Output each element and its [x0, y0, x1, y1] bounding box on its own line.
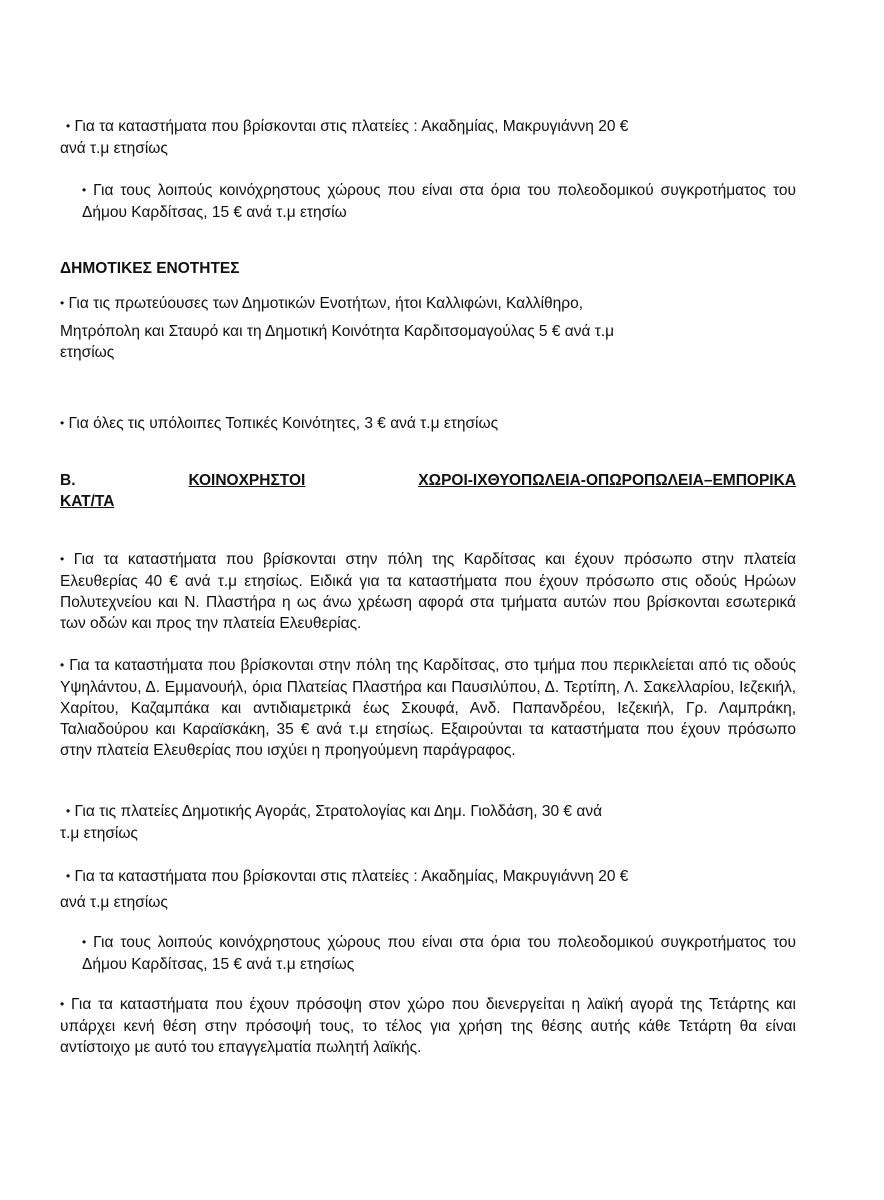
text: Για τους λοιπούς κοινόχρηστους χώρους που είναι στα όρια του πολεοδομικού συγκροτήματος του Δήμου Καρδίτσας, 15 € ανά τ.μ ετησίως	[82, 934, 796, 973]
paragraph-academy-squares-b	[60, 866, 796, 913]
heading-municipal-units: ΔΗΜΟΤΙΚΕΣ ΕΝΟΤΗΤΕΣ	[60, 260, 240, 277]
heading-letter: Β.	[60, 472, 76, 489]
text-line: Για τα καταστήματα που βρίσκονται στις πλατείες : Ακαδημίας, Μακρυγιάννη 20 €	[74, 868, 629, 885]
paragraph-other-common-spaces-b	[60, 932, 796, 975]
text: Για τα καταστήματα που βρίσκονται στην πόλη της Καρδίτσας, στο τμήμα που περικλείεται από τις οδούς Υψηλάντου, Δ. Εμμανουήλ, όρια Πλατείας Πλαστήρα και Παυσιλύπου, Δ. Τερτίπη, Λ. Σακελλαρίου, Ιεζεκιήλ, Χαρίτου, Καζαμπάκα και αντιδιαμετρικά έως Σκουφά, Ανδ. Παπανδρέου, Ιεζεκιήλ, Γρ. Λαμπράκη, Ταλιαδούρου και Καραϊσκάκη, 35 € ανά τ.μ ετησίως. Εξαιρούνται τα καταστήματα που έχουν πρόσωπο στην πλατεία Ελευθερίας που ισχύει η προηγούμενη παράγραφος.	[60, 657, 796, 759]
heading-line: ΚΑΤ/ΤΑ	[60, 493, 115, 510]
text-line: Για τα καταστήματα που βρίσκονται στις πλατείες : Ακαδημίας, Μακρυγιάννη 20 €	[74, 118, 629, 135]
bullet: •	[66, 869, 71, 883]
heading-word: ΚΟΙΝΟΧΡΗΣΤΟΙ	[188, 472, 306, 489]
paragraph-academy-squares	[60, 116, 796, 159]
paragraph-city-zone	[60, 655, 796, 761]
text: Για τα καταστήματα που βρίσκονται στην πόλη της Καρδίτσας και έχουν πρόσωπο στην πλατεία Ελευθερίας 40 € ανά τ.μ ετησίως. Ειδικά για τα καταστήματα που έχουν πρόσωπο στις οδούς Ηρώων Πολυτεχνείου και Ν. Πλαστήρα η ως άνω χρέωση αφορά στα τμήματα αυτών που βρίσκονται εσωτερικά των οδών και προς την πλατεία Ελευθερίας.	[60, 551, 796, 632]
text: Για όλες τις υπόλοιπες Τοπικές Κοινότητες, 3 € ανά τ.μ ετησίως	[68, 415, 499, 432]
heading-word: ΧΩΡΟΙ-ΙΧΘΥΟΠΩΛΕΙΑ-ΟΠΩΡΟΠΩΛΕΙΑ–ΕΜΠΟΡΙΚΑ	[418, 472, 796, 489]
paragraph-other-common-spaces	[60, 180, 796, 223]
bullet: •	[66, 119, 71, 133]
bullet: •	[60, 296, 65, 310]
bullet: •	[60, 552, 65, 566]
paragraph-municipal-capitals	[60, 293, 796, 363]
text-line: Για τις πρωτεύουσες των Δημοτικών Ενοτήτων, ήτοι Καλλιφώνι, Καλλίθηρο,	[68, 295, 584, 312]
paragraph-wednesday-market	[60, 994, 796, 1058]
paragraph-eleftherias-square	[60, 549, 796, 634]
text: Για τα καταστήματα που έχουν πρόσοψη στον χώρο που διενεργείται η λαϊκή αγορά της Τετάρτης και υπάρχει κενή θέση στην πρόσοψή τους, το τέλος για χρήση της θέσης αυτής κάθε Τετάρτη θα είναι αντίστοιχο με αυτό του επαγγελματία πωλητή λαϊκής.	[60, 996, 796, 1056]
text: Για τους λοιπούς κοινόχρηστους χώρους που είναι στα όρια του πολεοδομικού συγκροτήματος του Δήμου Καρδίτσας, 15 € ανά τ.μ ετησίω	[82, 182, 796, 221]
bullet: •	[82, 935, 87, 949]
paragraph-market-squares	[60, 801, 796, 844]
text-line: ετησίως	[60, 344, 115, 361]
text-line: ανά τ.μ ετησίως	[60, 894, 168, 911]
bullet: •	[60, 997, 65, 1011]
text-line: τ.μ ετησίως	[60, 825, 138, 842]
bullet: •	[60, 658, 65, 672]
text-line: Μητρόπολη και Σταυρό και τη Δημοτική Κοινότητα Καρδιτσομαγούλας 5 € ανά τ.μ	[60, 323, 615, 340]
heading-section-b	[60, 470, 796, 512]
text-line: Για τις πλατείες Δημοτικής Αγοράς, Στρατολογίας και Δημ. Γιολδάση, 30 € ανά	[74, 803, 603, 820]
bullet: •	[66, 804, 71, 818]
bullet: •	[60, 416, 65, 430]
bullet: •	[82, 183, 87, 197]
text-line: ανά τ.μ ετησίως	[60, 140, 168, 157]
paragraph-local-communities	[60, 413, 796, 435]
